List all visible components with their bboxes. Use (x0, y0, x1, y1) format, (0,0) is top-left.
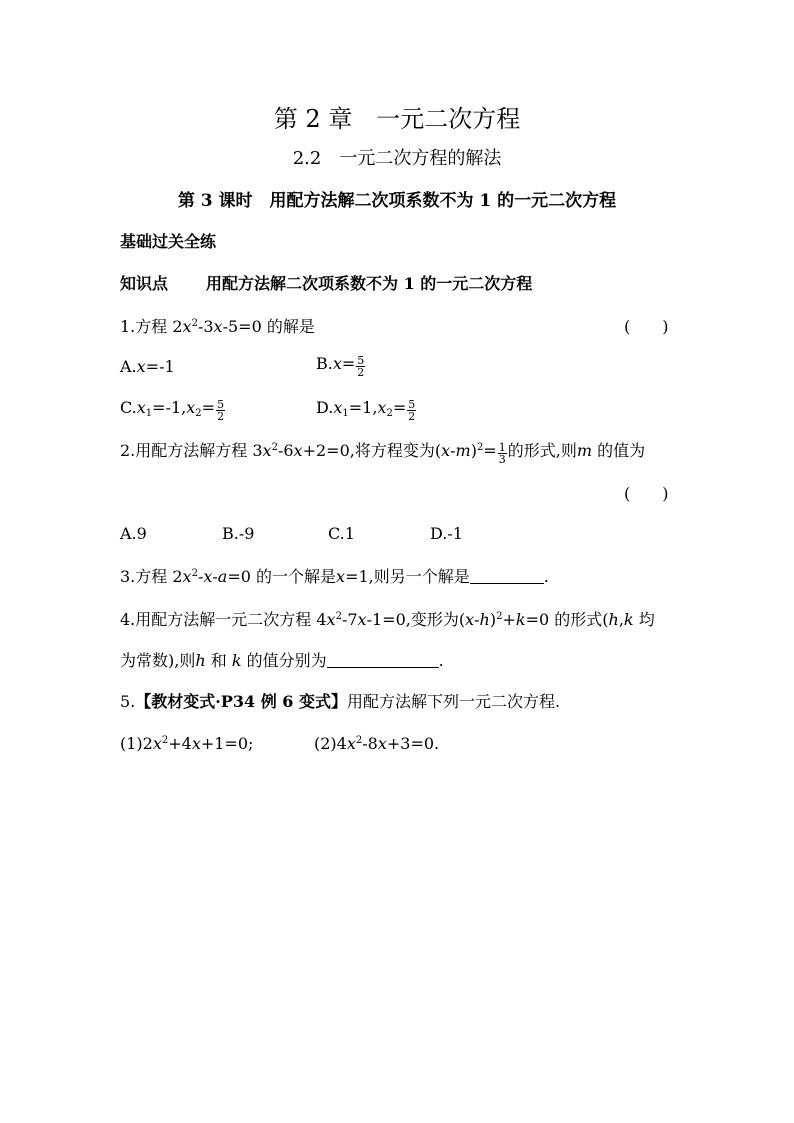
question-1-answer-paren[interactable]: ( ) (624, 317, 669, 336)
knowledge-point-text: 用配方法解二次项系数不为 1 的一元二次方程 (206, 274, 533, 293)
question-4-line-2: 为常数),则h 和 k 的值分别为 . (120, 651, 444, 670)
question-3-answer-blank[interactable] (470, 567, 544, 584)
question-1-option-d[interactable]: $D.x_1=1,x_2=$ $\frac{5}{2}$ (316, 398, 416, 423)
chapter-title: 第 2 章 一元二次方程 (273, 105, 521, 133)
question-2-answer-paren[interactable]: ( ) (624, 484, 669, 503)
fraction-five-halves: $\frac{5}{2}$ (357, 354, 365, 379)
question-2-option-a[interactable]: A.9 (120, 524, 147, 543)
question-5: 5.【教材变式·P34 例 6 变式】用配方法解下列一元二次方程. (120, 692, 561, 711)
question-1-option-b[interactable]: B.x= $\frac{5}{2}$ (316, 354, 365, 379)
knowledge-point-label: 知识点 (120, 274, 169, 293)
question-1-option-c[interactable]: $C.x_1=-1,x_2=$ $\frac{5}{2}$ (120, 398, 225, 423)
section-title: 2.2 一元二次方程的解法 (292, 148, 502, 169)
question-5-part-1: $(1)2x^2+4x+1=0$; (120, 734, 254, 753)
question-4-answer-blank[interactable] (327, 651, 439, 668)
practice-heading: 基础过关全练 (120, 232, 217, 251)
question-2: 2.用配方法解方程 $3x^2-6x+2=0$,将方程变为$(x-m)^2=$ $\frac{1}{3}$ 的形式,则m 的值为 (120, 441, 646, 466)
question-2-option-d[interactable]: D.-1 (430, 524, 463, 543)
question-2-option-b[interactable]: B.-9 (222, 524, 255, 543)
question-5-tag: 【教材变式·P34 例 6 变式】 (135, 692, 347, 711)
fraction-five-halves: $\frac{5}{2}$ (408, 398, 416, 423)
question-2-option-c[interactable]: C.1 (328, 524, 355, 543)
question-1: 1.方程 $2x^2-3x-5=0$ 的解是 (120, 317, 315, 336)
fraction-one-third: $\frac{1}{3}$ (498, 441, 506, 466)
fraction-five-halves: $\frac{5}{2}$ (217, 398, 225, 423)
question-4-line-1: 4.用配方法解一元二次方程 $4x^2-7x-1=0$,变形为$(x-h)^2+k=0$ 的形式(h,k 均 (120, 610, 655, 629)
lesson-title: 第 3 课时 用配方法解二次项系数不为 1 的一元二次方程 (177, 191, 617, 211)
knowledge-point (120, 274, 532, 294)
question-1-option-a[interactable]: A.x=-1 (120, 357, 175, 376)
question-5-part-2: $(2)4x^2-8x+3=0$. (314, 734, 440, 753)
question-3: 3.方程 $2x^2-x-a=0$ 的一个解是x=1,则另一个解是 . (120, 567, 549, 586)
